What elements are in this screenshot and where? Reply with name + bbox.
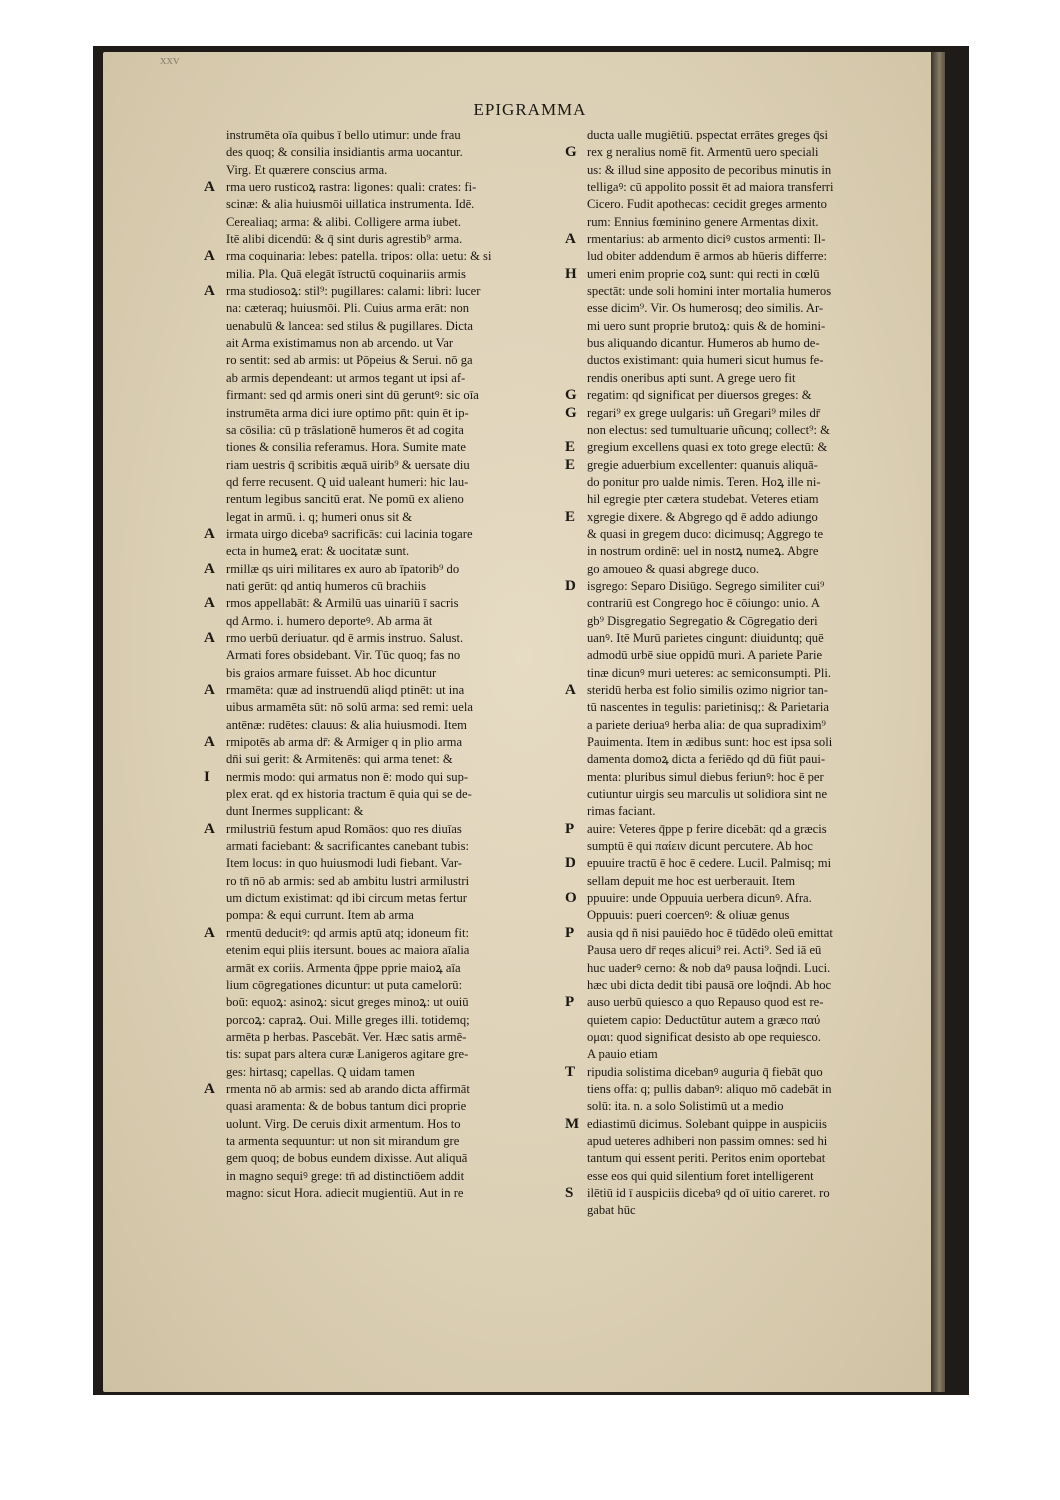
line-text: A pauio etiam [587,1047,658,1062]
guide-initial: H [565,265,577,282]
left-column-line [226,387,556,404]
line-text: apud ueteres adhiberi non passim omnes: sed hi [587,1133,828,1148]
line-text: tiens offa: q; pullis dabanꝰ: aliquo mō cadebāt in [587,1081,832,1096]
left-column-line [226,543,556,560]
guide-initial: T [565,1063,576,1080]
line-text: epuuire tractū ē hoc ē cedere. Lucil. Palmisq; mi [587,856,832,871]
right-column-line [565,820,917,838]
right-column-line [587,803,917,820]
left-column-line [204,682,556,699]
right-column-line [587,352,917,369]
line-text: ομαι: quod significat desisto ab ope requiesco. [587,1029,821,1044]
line-text: ait Arma existimamus non ab arcendo. ut Var [226,336,454,351]
right-column-line [587,647,917,664]
left-column-line [226,803,556,820]
line-text: quasi aramenta: & de bobus tantum dici proprie [226,1099,467,1114]
guide-initial: A [204,924,215,941]
left-column-line [226,786,556,803]
line-text: sa cōsilia: cū p trāslationē humeros ēt ad cogita [226,422,464,437]
line-text: plex erat. qd ex historia tractum ē quia qui se de- [226,787,472,802]
line-text: Cerealiaq; arma: & alibi. Colligere arma iubet. [226,214,461,229]
right-column-line [565,924,917,942]
line-text: Itē alibi dicendū: & q̄ sint duris agrestib⁹ arma. [226,232,463,247]
line-text: umeri enim proprie coꝝ sunt: qui recti in cœlū [587,266,820,281]
left-column-line [226,873,556,890]
right-column-line [587,474,917,491]
line-text: boū: equoꝝ: asinoꝝ: sicut greges minoꝝ: ut ouiū [226,995,469,1010]
guide-initial: A [204,595,215,612]
line-text: rmenta nō ab armis: sed ab arando dicta affirmāt [226,1081,470,1096]
line-text: riam uestris q̄ scribitis æquā uirib⁹ & uersate diu [226,457,470,472]
line-text: ediastimū dicimus. Solebant quippe in auspiciis [587,1116,827,1131]
left-column-line [204,924,556,942]
left-column-line [226,1029,556,1046]
right-column-line [565,404,917,422]
left-column-line [226,994,556,1011]
guide-initial: A [204,1080,215,1097]
line-text: armāt ex coriis. Armenta q̄ppe pprie maioꝝ aīa [226,960,461,975]
left-column-line [204,629,556,647]
right-column-line [587,699,917,716]
running-head: EPIGRAMMA [473,100,587,119]
guide-initial: A [565,682,576,698]
right-column-line [587,838,917,855]
right-column-line [587,283,917,300]
line-text: qd Armo. i. humero deporteꝰ. Ab arma āt [226,613,433,628]
guide-initial: A [565,231,576,248]
line-text: hæc ubi dicta dedit tibi pausā ore loq̄ndi. Ab hoc [587,977,832,992]
left-column-line [226,1064,556,1081]
left-column-line [226,665,556,682]
right-column-line [587,1168,917,1185]
right-column-line [587,665,917,682]
line-text: des quoq; & consilia insidiantis arma uocantur. [226,145,463,160]
left-column-line [226,890,556,907]
right-column-line [587,1150,917,1167]
line-text: dn̄i sui gerit: & Armitenēs: qui arma tenet: & [226,752,453,767]
line-text: rma coquinaria: lebes: patella. tripos: olla: uetu: & si [226,249,492,264]
line-text: ducta ualle mugiētiū. pspectat errātes greges q̄si [587,128,828,142]
line-text: rmillæ qs uiri militares ex auro ab īpatorib⁹ do [226,561,460,576]
right-column-line [565,1184,917,1202]
line-text: us: & illud sine apposito de pecoribus minutis in [587,162,832,177]
right-column-line [587,214,917,231]
left-text-column [204,127,556,1202]
line-text: rendis oneribus apti sunt. A grege uero fit [587,370,796,385]
left-column-line [226,214,556,231]
line-text: telligaꝰ: cū appolito possit ēt ad maiora transferri [587,180,834,195]
page-edge [931,52,945,1392]
line-text: rmamēta: quæ ad instruendū aliqd ptinēt: ut ina [226,683,465,697]
line-text: ductos existimant: quia humeri sicut humus fe- [587,353,824,368]
left-column-line [226,474,556,491]
line-text: contrariū est Congrego hoc ē cōiungo: unio. A [587,596,820,611]
folio-mark: xxv [160,52,180,67]
line-text: rimas faciant. [587,804,656,819]
line-text: tinæ dicunꝰ muri ueteres: ac semiconsumpti. Pli. [587,665,832,680]
right-column-line [587,734,917,751]
guide-initial: P [565,994,575,1011]
line-text: um dictum existimat: qd ibi circum metas fertur [226,891,467,906]
line-text: uibus armamēta sūt: nō solū arma: sed remi: uela [226,700,473,715]
right-column-line [587,1098,917,1115]
line-text: & quasi in gregem duco: dicimusq; Aggrego te [587,526,824,541]
left-column-line [226,977,556,994]
right-column-line [587,769,917,786]
right-column-line [587,1202,917,1219]
guide-initial: M [565,1115,580,1132]
right-column-line [587,613,917,630]
line-text: firmant: sed qd armis oneri sint dū geruntꝰ: sic oīa [226,388,479,403]
right-column-line [565,890,917,907]
right-column-line [565,508,917,526]
line-text: auire: Veteres q̄ppe p ferire dicebāt: qd a græcis [587,821,827,836]
right-column-line [587,907,917,924]
line-text: Armati fores obsidebant. Vir. Tūc quoq; fas no [226,648,461,663]
guide-initial: G [565,387,577,404]
line-text: tantum qui essent periti. Peritos enim oportebat [587,1151,826,1166]
line-text: rmos appellabāt: & Armilū uas uinariū ī sacris [226,596,459,611]
line-text: rma studiosoꝝ: stil⁹: pugillares: calami: libri: lucer [226,284,481,299]
right-column-line [587,318,917,335]
line-text: mi uero sunt proprie brutoꝝ: quis & de homini- [587,318,826,333]
line-text: sellam depuit me hoc est uerberauit. Item [587,873,796,888]
left-column-line [226,751,556,768]
line-text: rmentarius: ab armento diciꝰ custos armenti: Il- [587,232,826,247]
left-column-line [226,1046,556,1063]
line-text: esse eos qui quid silentium foret intelligerent [587,1168,814,1183]
left-column-line [204,820,556,838]
line-text: gregium excellens quasi ex toto grege electū: & [587,440,828,455]
left-column-line [226,300,556,317]
line-text: quietem capio: Deductūtur autem a græco παύ [587,1012,821,1027]
line-text: Oppuuis: pueri coercenꝰ: & oliuæ genus [587,908,790,923]
line-text: Item locus: in quo huiusmodi ludi fiebant. Var- [226,856,462,871]
left-column-line [226,231,556,248]
left-column-line [204,179,556,196]
line-text: Virg. Et quærere conscius arma. [226,162,388,177]
right-column-line [587,300,917,317]
right-column-line [587,335,917,352]
left-column-line [204,525,556,543]
left-column-line [204,595,556,612]
left-column-line [226,318,556,335]
line-text: isgrego: Separo Disiūgo. Segrego similiter cui⁹ [587,578,825,593]
line-text: xgregie dixere. & Abgrego qd ē addo adiungo [587,509,818,524]
left-column-line [226,960,556,977]
left-column-line [226,717,556,734]
guide-initial: A [204,283,215,300]
line-text: ges: hirtasq; capellas. Q uidam tamen [226,1064,415,1079]
guide-initial: A [204,734,215,751]
left-column-line [226,1185,556,1202]
line-text: steridū herba est folio similis ozimo nigrior tan- [587,683,828,697]
left-column-line [226,613,556,630]
left-column-line [226,1150,556,1167]
line-text: rum: Ennius fœminino genere Armentas dixit. [587,214,819,229]
right-column-line [565,1063,917,1081]
line-text: ro sentit: sed ab armis: ut Pōpeius & Serui. nō ga [226,353,473,368]
line-text: pompa: & equi currunt. Item ab arma [226,908,414,923]
right-column-line [565,265,917,283]
line-text: antēnæ: rudētes: clauus: & alia huiusmodi. Item [226,717,467,732]
line-text: rentum legibus sancitū erat. Ne pomū ex alieno [226,492,464,507]
right-column-line [587,595,917,612]
right-column-line [587,127,917,144]
line-text: qd ferre recusent. Q uid ualeant humeri: hic lau- [226,474,469,489]
line-text: go amoueo & quasi abgrege duco. [587,561,760,576]
right-column-line [587,1081,917,1098]
right-column-line [587,196,917,213]
line-text: legat in armū. i. q; humeri onus sit & [226,509,413,524]
right-column-line [587,960,917,977]
left-column-line [204,768,556,786]
left-column-line [226,509,556,526]
line-text: regari⁹ ex grege uulgaris: uñ Gregari⁹ miles dr̄ [587,405,820,420]
line-text: spectāt: unde soli homini inter mortalia humeros [587,284,832,299]
line-text: uanꝰ. Itē Murū parietes cingunt: diuiduntq; quē [587,630,824,645]
line-text: menta: pluribus simul diebus feriunꝰ: hoc ē per [587,769,824,784]
line-text: rmo uerbū deriuatur. qd ē armis instruo. Salust. [226,630,464,645]
guide-initial: A [204,560,215,577]
line-text: na: cæteraq; huiusmōi. Pli. Cuius arma erāt: non [226,301,470,316]
right-column-line [587,873,917,890]
line-text: rmipotēs ab arma dr̄: & Armiger q in plio arma [226,735,463,750]
right-column-line [565,439,917,456]
right-column-line [587,717,917,734]
right-column-line [587,543,917,560]
line-text: ilētiū id ī auspiciis dicebaꝰ qd oī uitio careret. ro [587,1185,830,1200]
right-column-line [565,231,917,248]
line-text: admodū urbē siue oppidū muri. A pariete Parie [587,648,823,663]
line-text: Pausa uero dr̄ reqes alicui⁹ rei. Acti⁹. Sed iā eū [587,943,822,958]
left-column-line [226,370,556,387]
right-column-line [587,1012,917,1029]
guide-initial: A [204,248,215,265]
line-text: non electus: sed tumultuarie uñcunq; collect⁹: & [587,422,830,437]
line-text: rex g neralius nomē fit. Armentū uero speciali [587,145,819,160]
line-text: uolunt. Virg. De ceruis dixit armentum. Hos to [226,1116,461,1131]
guide-initial: D [565,855,576,872]
line-text: hil egregie pter cætera studebat. Veteres etiam [587,492,819,507]
left-column-line [226,1133,556,1150]
left-column-line [204,560,556,578]
line-text: sumptū ē qui παίειν dicunt percutere. Ab hoc [587,839,813,854]
left-column-line [226,1098,556,1115]
right-column-line [565,577,917,595]
line-text: tis: supat pars altera curæ Lanigeros agitare gre- [226,1047,469,1062]
right-column-line [565,855,917,872]
line-text: armati faciebant: & sacrificantes canebant tubis: [226,839,470,854]
guide-initial: D [565,577,576,594]
line-text: dunt Inermes supplicant: & [226,804,364,819]
left-column-line [226,942,556,959]
left-column-line [226,439,556,456]
right-column-line [587,942,917,959]
guide-initial: G [565,144,577,161]
right-column-line [587,248,917,265]
line-text: esse dicim⁹. Vir. Os humerosq; deo similis. Ar- [587,301,824,316]
line-text: ripudia solistima dicebanꝰ auguria q̄ fiebāt quo [587,1064,823,1079]
left-column-line [226,647,556,664]
line-text: instrumēta arma dici iure optimo pn̄t: quin ēt ip- [226,405,469,420]
line-text: ta armenta sequuntur: ut non sit mirandum gre [226,1133,460,1148]
right-column-line [565,994,917,1011]
left-column-line [226,1012,556,1029]
right-column-line [565,456,917,474]
left-column-line [226,144,556,161]
line-text: magno: sicut Hora. adiecit mugientiū. Aut in re [226,1185,464,1200]
line-text: Pauimenta. Item in ædibus sunt: hoc est ipsa soli [587,735,833,750]
left-column-line [204,248,556,265]
line-text: ausia qd ñ nisi pauiēdo hoc ē tūdēdo oleū emittat [587,925,833,940]
guide-initial: A [204,629,215,646]
guide-initial: P [565,820,575,837]
line-text: solū: ita. n. a solo Solistimū ut a medio [587,1099,784,1114]
guide-initial: O [565,890,577,907]
left-column-line [226,405,556,422]
right-column-line [587,370,917,387]
right-column-line [587,751,917,768]
line-text: etenim equi pliis itersunt. boues ac maiora aīalia [226,943,470,958]
right-column-line [587,422,917,439]
right-text-column [565,127,917,1220]
line-text: gregie aduerbium excellenter: quanuis aliquā- [587,457,818,472]
left-column-line [226,1168,556,1185]
line-text: gabat hūc [587,1203,636,1218]
right-column-line [587,526,917,543]
left-column-line [226,578,556,595]
line-text: lud obiter addendum ē armos ab hūeris differre: [587,249,828,264]
line-text: lium cōgregationes dicuntur: ut puta camelorū: [226,977,463,992]
line-text: ppuuire: unde Oppuuia uerbera dicunꝰ. Afra. [587,891,812,906]
guide-initial: E [565,439,576,456]
left-column-line [226,457,556,474]
line-text: irmata uirgo dicebaꝰ sacrificās: cui lacinia togare [226,526,473,541]
right-column-line [587,1133,917,1150]
line-text: rma uero rusticoꝝ rastra: ligones: quali: crates: fi- [226,180,477,195]
line-text: rmentū deducitꝰ: qd armis aptū atq; idoneum fit: [226,925,469,940]
right-column-line [587,977,917,994]
right-column-line [587,630,917,647]
left-column-line [226,196,556,213]
guide-initial: A [204,682,215,698]
line-text: auso uerbū quiesco a quo Repauso quod est re- [587,995,824,1010]
line-text: in magno sequiꝰ grege: tn̄ ad distinctiōem addit [226,1168,465,1183]
line-text: in nostrum ordinē: uel in nostꝝ numeꝝ. Abgre [587,544,819,559]
guide-initial: P [565,924,575,941]
line-text: nermis modo: qui armatus non ē: modo qui sup- [226,769,469,784]
left-column-line [226,352,556,369]
guide-initial: A [204,179,215,196]
left-column-line [226,907,556,924]
left-column-line [226,699,556,716]
left-column-line [226,127,556,144]
line-text: a pariete deriuaꝰ herba alia: de qua supradixim⁹ [587,717,826,732]
right-column-line [587,162,917,179]
left-column-line [226,838,556,855]
line-text: uenabulū & lancea: sed stilus & pugillares. Dicta [226,318,473,333]
right-column-line [587,786,917,803]
guide-initial: G [565,404,577,421]
left-column-line [226,422,556,439]
guide-initial: E [565,456,576,473]
line-text: ab armis dependeant: ut armos tegant ut ipsi af- [226,370,466,385]
right-column-line [587,1046,917,1063]
left-column-line [226,1116,556,1133]
guide-initial: E [565,508,576,525]
guide-initial: A [204,525,215,542]
line-text: porcoꝝ: capraꝝ. Oui. Mille greges illi. totidemq; [226,1012,470,1027]
line-text: cutiuntur uirgis seu marculis ut solidiora sint ne [587,787,828,802]
right-column-line [587,491,917,508]
left-column-line [226,855,556,872]
line-text: gb⁹ Disgregatio Segregatio & Cōgregatio deri [587,613,818,628]
line-text: regatim: qd significat per diuersos greges: & [587,388,812,403]
line-text: ro tn̄ nō ab armis: sed ab ambitu lustri armilustri [226,873,470,888]
left-column-line [226,162,556,179]
guide-initial: A [204,820,215,837]
line-text: scinæ: & alia huiusmōi uillatica instrumenta. Idē. [226,197,475,212]
line-text: nati gerūt: qd antiq humeros cū brachiis [226,578,427,593]
left-column-line [204,283,556,300]
left-column-line [204,1080,556,1098]
left-column-line [226,266,556,283]
line-text: Cicero. Fudit apothecas: cecidit greges armento [587,197,827,212]
guide-initial: S [565,1184,574,1201]
line-text: huc uaderꝰ cerno: & nob daꝰ pausa loq̄ndi. Luci. [587,960,831,975]
line-text: tiones & consilia referamus. Hora. Sumite mate [226,440,466,455]
right-column-line [587,561,917,578]
guide-initial: I [204,768,210,785]
line-text: tū nascentes in tegulis: parietinisq;: & Parietaria [587,700,830,715]
left-column-line [226,335,556,352]
line-text: damenta domoꝝ dicta a feriēdo qd dū fiūt paui- [587,752,826,767]
line-text: gem quoq; de bobus eundem dixisse. Aut aliquā [226,1151,468,1166]
line-text: ecta in humeꝝ erat: & uocitatæ sunt. [226,544,410,559]
line-text: bis graios armare fuisset. Ab hoc dicuntur [226,665,437,680]
right-column-line [565,1115,917,1133]
line-text: armēta p herbas. Pascebāt. Ver. Hæc satis armē- [226,1029,467,1044]
right-column-line [565,144,917,161]
right-column-line [565,682,917,699]
line-text: instrumēta oīa quibus ī bello utimur: unde frau [226,128,461,142]
line-text: bus aliquando dicantur. Humeros ab humo de- [587,336,820,351]
left-column-line [226,491,556,508]
right-column-line [587,1029,917,1046]
line-text: milia. Pla. Quā elegāt īstructū coquinariis armis [226,266,466,281]
left-column-line [204,734,556,751]
right-column-line [587,179,917,196]
line-text: do ponitur pro ualde nimis. Teren. Hoꝝ ille ni- [587,474,821,489]
line-text: rmilustriū festum apud Romāos: quo res diuīas [226,821,462,836]
right-column-line [565,387,917,404]
